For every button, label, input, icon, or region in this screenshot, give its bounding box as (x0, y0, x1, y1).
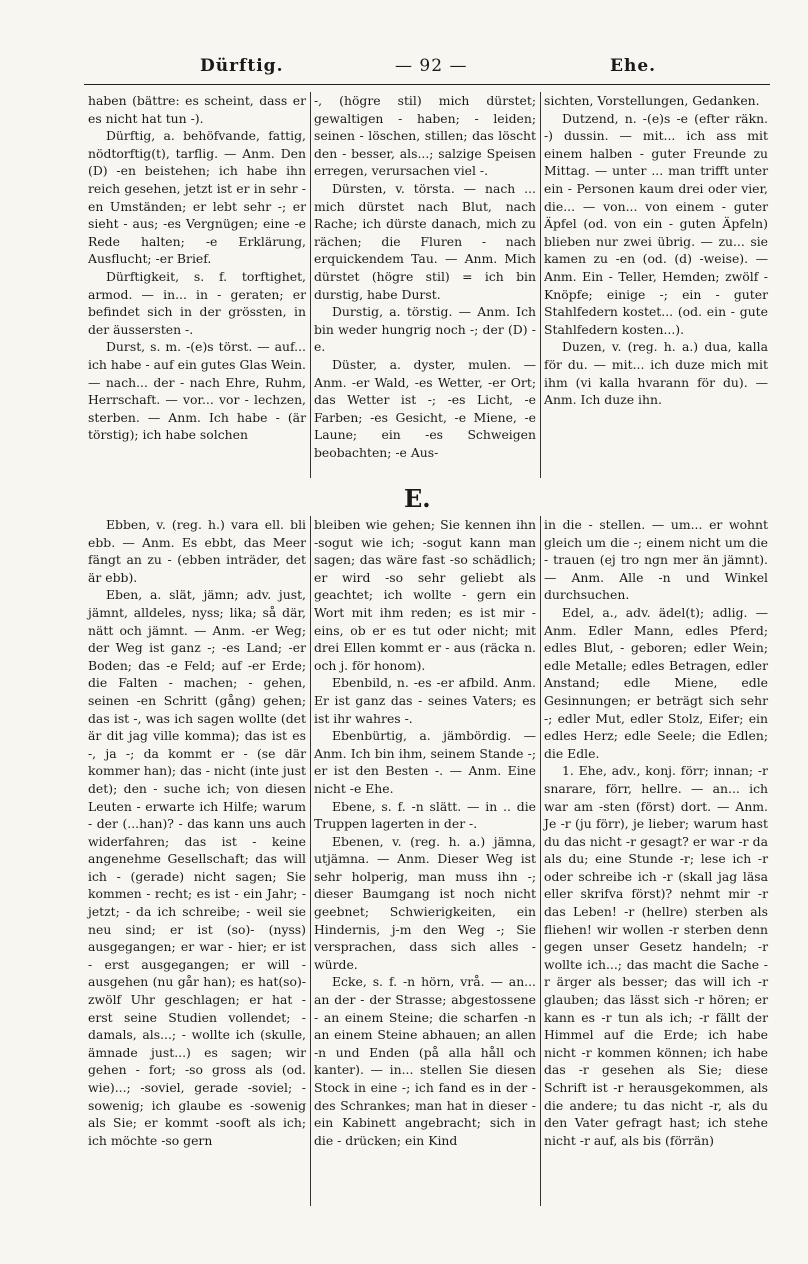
top-column-1 (88, 92, 306, 444)
entry-text: Dutzend, n. -(e)s -e (efter räkn. -) dussin. — mit... ich ass mit einem halben - guter Freunde zu Mittag. — unter ... man trifft unter ein - Personen kaum drei oder vier, die... — von... von einem - guter Äpfel (od. von ein - guten Äpfeln) blieben nur zwei übrig. — zu... sie kamen zu -en (od. (d) -weise). — Anm. Ein - Teller, Hemden; zwölf - Knöpfe; einige -; ein - guter Stahlfedern kostet... (od. ein - gute Stahlfedern kosten...). (544, 110, 768, 337)
entry-text: haben (bättre: es scheint, dass er es nicht hat tun -). (88, 93, 306, 126)
entry-text: in die - stellen. — um... er wohnt gleich um die -; einem nicht um die - trauen (ej tro ngn mer än jämnt). — Anm. Alle -n und Winkel durchsuchen. (544, 517, 768, 603)
entry-text: sichten, Vorstellungen, Gedanken. (544, 93, 760, 108)
entry-text: 1. Ehe, adv., konj. förr; innan; -r snarare, förr, hellre. — an... ich war am -sten (först) dort. — Anm. Je -r (ju förr), je lieber; warum hast du das nicht -r gesagt? er war -r da als du; eine Stunde -r; lese ich -r oder schreibe ich -r (skall jag läsa eller skrifva först)? nehmt mir -r das Leben! -r (hellre) sterben als fliehen! wir wollen -r sterben denn gegen unser Gesetz handeln; -r wollte ich...; das macht die Sache -r ärger als besser; das will ich -r glauben; das lässt sich -r hören; er kann es -r tun als ich; -r fällt der Himmel auf die Erde; ich habe nicht -r kommen können; ich habe das -r gesehen als Sie; diese Schrift ist -r herausgekommen, als die andere; tu das nicht -r, als du den Vater gefragt hast; ich stehe nicht -r auf, als bis (förrän) (544, 763, 768, 1148)
column-divider (310, 92, 311, 478)
top-column-3 (544, 92, 768, 409)
entry-text: Durstig, a. törstig. — Anm. Ich bin weder hungrig noch -; der (D) -e. (314, 304, 536, 355)
entry-text: Duzen, v. (reg. h. a.) dua, kalla för du. — mit... ich duze mich mit ihm (vi kalla hvarann för du). — Anm. Ich duze ihn. (544, 339, 768, 408)
entry-text: Dürftig, a. behöfvande, fattig, nödtorftig(t), tarflig. — Anm. Den (D) -en beistehen; ich habe ihn reich gesehen, jetzt ist er in sehr -en Umständen; er lebt sehr -; er sieht - aus; -es Vergnügen; eine -e Rede halten; -e Erklärung, Ausflucht; -er Brief. (88, 128, 306, 267)
bottom-column-3 (544, 516, 768, 1149)
entry-text: bleiben wie gehen; Sie kennen ihn -sogut wie ich; -sogut kann man sagen; das wäre fast -so schädlich; er wird -so sehr geliebt als geachtet; ich wollte - gern ein Wort mit ihm reden; es ist mir - eins, ob er es tut oder nicht; mit drei Ellen kommt er - aus (räcka n. och j. för honom). (314, 517, 536, 673)
column-divider (310, 516, 311, 1206)
entry-text: Ebenbild, n. -es -er afbild. Anm. Er ist ganz das - seines Vaters; es ist ihr wahres -. (314, 675, 536, 726)
bottom-column-2 (314, 516, 536, 1149)
entry-text: Düster, a. dyster, mulen. — Anm. -er Wald, -es Wetter, -er Ort; das Wetter ist -; -es Licht, -e Farben; -es Gesicht, -e Miene, -e Laune; ein -es Schweigen beobachten; -e Aus- (314, 356, 536, 460)
section-letter: E. (404, 484, 431, 513)
bottom-column-1 (88, 516, 306, 1149)
page-number: — 92 — (395, 56, 468, 76)
entry-text: Ebben, v. (reg. h.) vara ell. bli ebb. — Anm. Es ebbt, das Meer fängt an zu - (ebben inträder, det är ebb). (88, 517, 306, 585)
header-rule (84, 84, 770, 85)
entry-text: Eben, a. slät, jämn; adv. just, jämnt, alldeles, nyss; lika; så där, nätt och jämnt. — Anm. -er Weg; der Weg ist ganz -; -es Land; -er Boden; das -e Feld; auf -er Erde; die Falten - machen; - gehen, seinen -en Schritt (gång) gehen; das ist -, was ich sagen wollte (det är dit jag ville komma); das ist es -, ja -; da kommt er - (se där kommer han); das - nicht (inte just det); den - suche ich; von diesen Leuten - erwarte ich Hilfe; warum - der (...han)? - das kann uns auch widerfahren; das ist - keine angenehme Gesellschaft; das will ich - (gerade) nicht sagen; Sie kommen - recht; es ist - ein Jahr; - jetzt; - da ich schreibe; - weil sie neu sind; er ist (so)- (nyss) ausgegangen; er war - hier; er ist - erst ausgegangen; er will - ausgehen (nu går han); es hat(so)- zwölf Uhr geschlagen; er hat - erst seine Studien vollendet; -damals, als...; - wollte ich (skulle, ämnade just...) es sagen; wir gehen - fort; -so gross als (od. wie)...; -soviel, gerade -soviel; -sowenig; ich glaube es -sowenig als Sie; er kommt -sooft als ich; ich möchte -so gern (88, 587, 306, 1148)
entry-text: Dürftigkeit, s. f. torftighet, armod. — in... in - geraten; er befindet sich in der grössten, in der äussersten -. (88, 268, 306, 337)
top-column-2 (314, 92, 536, 461)
entry-text: -, (högre stil) mich dürstet; gewaltigen - haben; - leiden; seinen - löschen, stillen; das löscht den - besser, als...; salzige Speisen erregen, verursachen viel -. (314, 93, 536, 179)
entry-text: Ebenbürtig, a. jämbördig. — Anm. Ich bin ihm, seinem Stande -; er ist den Besten -. — Anm. Eine nicht -e Ehe. (314, 728, 536, 796)
entry-text: Dürsten, v. törsta. — nach ... mich dürstet nach Blut, nach Rache; ich dürste danach, mich zu rächen; die Fluren - nach erquickendem Tau. — Anm. Mich dürstet (högre stil) = ich bin durstig, habe Durst. (314, 180, 536, 302)
entry-text: Durst, s. m. -(e)s törst. — auf... ich habe - auf ein gutes Glas Wein. — nach... der - nach Ehre, Ruhm, Herrschaft. — vor... vor - lechzen, sterben. — Anm. Ich habe - (är törstig); ich habe solchen (88, 339, 306, 443)
page-header (80, 56, 760, 86)
column-divider (540, 516, 541, 1206)
column-divider (540, 92, 541, 478)
entry-text: Ebene, s. f. -n slätt. — in .. die Truppen lagerten in der -. (314, 798, 536, 832)
entry-text: Ecke, s. f. -n hörn, vrå. — an... an der - der Strasse; abgestossene - an einem Steine; die scharfen -n an einem Steine abhauen; an allen -n und Enden (på alla håll och kanter). — in... stellen Sie diesen Stock in eine -; ich fand es in der - des Schrankes; man hat in dieser - ein Kabinett angebracht; sich in die - drücken; ein Kind (314, 974, 536, 1148)
header-right-word: Ehe. (610, 56, 657, 76)
entry-text: Ebenen, v. (reg. h. a.) jämna, utjämna. — Anm. Dieser Weg ist sehr holperig, man muss ihn -; dieser Baumgang ist noch nicht geebnet; Schwierigkeiten, ein Hindernis, j-m den Weg -; Sie versprachen, dass sich alles - würde. (314, 833, 536, 972)
header-left-word: Dürftig. (200, 56, 284, 76)
entry-text: Edel, a., adv. ädel(t); adlig. — Anm. Edler Mann, edles Pferd; edles Blut, - geboren; edler Wein; edle Metalle; edles Betragen, edler Anstand; edle Miene, edle Gesinnungen; er beträgt sich sehr -; edler Mut, edler Stolz, Eifer; ein edles Herz; edle Seele; die Edlen; die Edle. (544, 604, 768, 761)
